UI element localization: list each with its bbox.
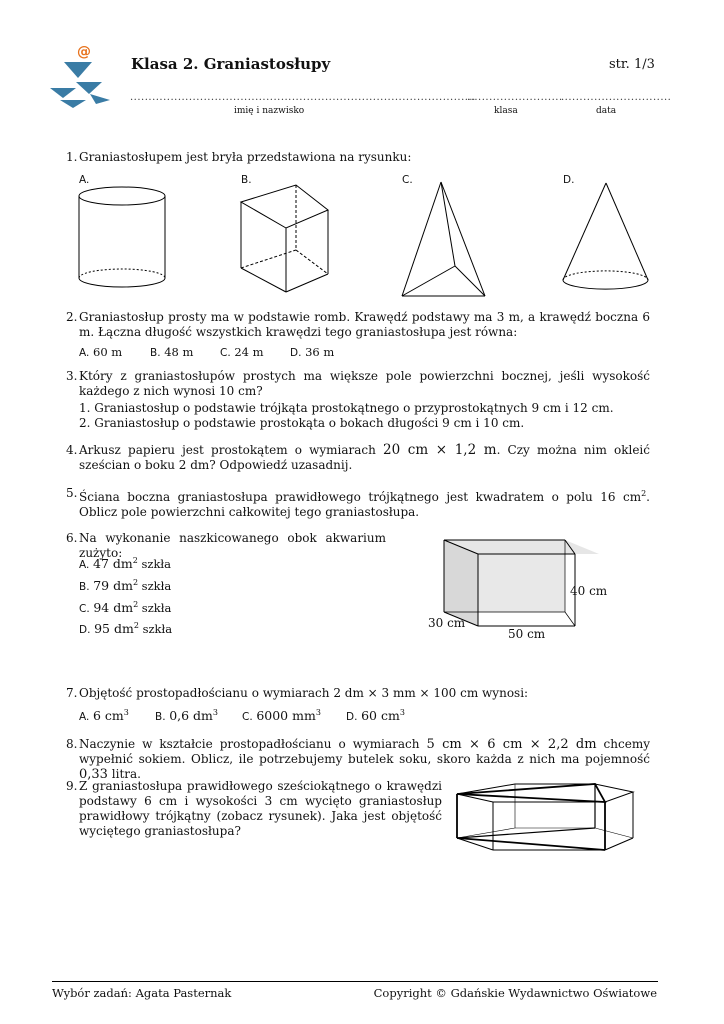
option-suffix: szkła xyxy=(138,578,172,593)
q2-option-b[interactable] xyxy=(150,345,193,359)
text-part: Arkusz papieru jest prostokątem o wymiarach xyxy=(79,443,383,457)
option-letter: A. xyxy=(79,558,90,571)
question-number: 3. xyxy=(66,369,78,383)
option-value: 47 dm xyxy=(93,555,133,571)
superscript: 3 xyxy=(123,708,129,718)
question-3 xyxy=(66,369,650,431)
question-2 xyxy=(66,310,650,340)
text-part: . Oblicz pole powierzchni całkowitej tego graniastosłupa. xyxy=(79,490,650,519)
prism-figure xyxy=(236,180,336,298)
question-5 xyxy=(66,486,650,520)
option-value: 6000 mm xyxy=(256,708,316,723)
q7-option-a[interactable] xyxy=(79,708,129,723)
question-4 xyxy=(66,443,650,473)
option-letter: C. xyxy=(242,711,253,723)
logo xyxy=(46,44,112,108)
question-number: 7. xyxy=(66,686,78,700)
figure-label-b: B. xyxy=(241,174,252,186)
footer-divider xyxy=(52,981,658,982)
q2-option-c[interactable] xyxy=(220,345,264,359)
option-value: 60 m xyxy=(93,345,123,359)
question-9 xyxy=(66,779,442,839)
option-value: 36 m xyxy=(305,345,335,359)
option-value: 94 dm xyxy=(93,599,134,615)
option-letter: B. xyxy=(79,580,90,593)
aquarium-height-label: 40 cm xyxy=(570,584,608,598)
question-text: Graniastosłupem jest bryła przedstawiona na rysunku: xyxy=(79,150,412,164)
q6-option-c[interactable] xyxy=(79,596,172,618)
option-suffix: szkła xyxy=(138,600,172,615)
figure-label-c: C. xyxy=(402,174,413,186)
option-value: 79 dm xyxy=(93,577,133,593)
logo-at-sign: @ xyxy=(77,44,91,60)
q6-option-a[interactable] xyxy=(79,552,172,574)
figure-label-d: D. xyxy=(563,174,575,186)
question-number: 8. xyxy=(66,737,78,751)
option-letter: B. xyxy=(155,711,166,723)
aquarium-depth-label: 30 cm xyxy=(428,616,466,630)
question-text xyxy=(79,737,650,782)
question-number: 2. xyxy=(66,310,78,324)
dimensions: 5 cm × 6 cm × 2,2 dm xyxy=(426,737,597,752)
option-suffix: szkła xyxy=(137,556,171,571)
question-text: Z graniastosłupa prawidłowego sześciokątnego o krawędzi podstawy 6 cm i wysokości 3 cm wycięto graniastosłup prawidłowy trójkątny (zobacz rysunek). Jaka jest objętość wyciętego graniastosłupa? xyxy=(79,779,442,838)
class-dots: .......................... xyxy=(467,92,563,103)
text-part: litra. xyxy=(107,767,141,781)
name-dots: .............................................................................................. xyxy=(130,92,476,103)
date-label: data xyxy=(596,106,617,116)
q6-options xyxy=(79,552,172,639)
option-letter: D. xyxy=(346,711,358,723)
page-title: Klasa 2. Graniastosłupy xyxy=(131,55,331,73)
q7-option-b[interactable] xyxy=(155,708,218,723)
cylinder-figure xyxy=(75,186,170,298)
name-label: imię i nazwisko xyxy=(234,106,305,116)
cone-figure xyxy=(560,180,655,298)
question-text: Który z graniastosłupów prostych ma większe pole powierzchni bocznej, jeśli wysokość każdego z nich wynosi 10 cm? xyxy=(79,369,650,398)
q2-option-d[interactable] xyxy=(290,345,334,359)
option-value: 48 m xyxy=(164,345,194,359)
q7-option-c[interactable] xyxy=(242,708,321,723)
logo-graphic xyxy=(46,44,112,108)
question-number: 1. xyxy=(66,150,78,164)
class-label: klasa xyxy=(494,106,518,116)
superscript: 3 xyxy=(212,708,219,718)
superscript: 2 xyxy=(133,599,139,609)
option-letter: C. xyxy=(79,602,90,615)
question-text: Graniastosłup prosty ma w podstawie romb. Krawędź podstawy ma 3 m, a krawędź boczna 6 m. Łączna długość wszystkich krawędzi tego graniastosłupa jest równa: xyxy=(79,310,650,339)
superscript: 2 xyxy=(133,621,139,631)
question-7 xyxy=(66,686,650,701)
question-1 xyxy=(66,150,650,165)
option-value: 24 m xyxy=(234,345,264,359)
question-text xyxy=(79,443,650,473)
question-8 xyxy=(66,737,650,782)
option-value: 95 dm xyxy=(94,621,134,637)
volume-value: 0,33 xyxy=(79,767,108,782)
superscript: 2 xyxy=(641,489,647,498)
option-value: 6 cm xyxy=(93,708,124,723)
option-letter: B. xyxy=(150,347,161,359)
option-value: 60 cm xyxy=(361,708,400,723)
option-letter: C. xyxy=(220,347,231,359)
option-letter: A. xyxy=(79,347,90,359)
question-number: 5. xyxy=(66,486,78,500)
option-letter: A. xyxy=(79,711,90,723)
pyramid-figure xyxy=(397,180,492,298)
option-letter: D. xyxy=(79,624,91,637)
text-part: Ściana boczna graniastosłupa prawidłowego trójkątnego jest kwadratem o polu 16 cm xyxy=(79,490,642,504)
text-part: chcemy wypełnić sokiem. Oblicz, ile potrzebujemy butelek soku, skoro każda z nich ma pojemność xyxy=(79,737,650,766)
page-number: str. 1/3 xyxy=(609,57,655,72)
option-value: 0,6 dm xyxy=(169,708,213,723)
footer-author: Wybór zadań: Agata Pasternak xyxy=(52,986,232,1000)
dimensions: 20 cm × 1,2 m xyxy=(383,442,497,458)
hexagonal-prism-figure xyxy=(455,780,655,855)
question-number: 6. xyxy=(66,531,78,545)
q7-option-d[interactable] xyxy=(346,708,405,723)
option-suffix: szkła xyxy=(138,622,173,637)
question-number: 9. xyxy=(66,779,78,793)
q6-option-d[interactable] xyxy=(79,617,172,639)
superscript: 3 xyxy=(315,708,321,718)
question-number: 4. xyxy=(66,443,78,457)
option-letter: D. xyxy=(290,347,302,359)
text-part: Naczynie w kształcie prostopadłościanu o wymiarach xyxy=(79,737,427,751)
question-text xyxy=(79,486,650,520)
q6-option-b[interactable] xyxy=(79,574,172,596)
question-text: Objętość prostopadłościanu o wymiarach 2 dm × 3 mm × 100 cm wynosi: xyxy=(79,686,529,700)
q3-item-1: 1. Graniastosłup o podstawie trójkąta prostokątnego o przyprostokątnych 9 cm i 12 cm. xyxy=(79,401,614,415)
q3-item-2: 2. Graniastosłup o podstawie prostokąta o bokach długości 9 cm i 10 cm. xyxy=(79,416,525,430)
text-part: . Czy można nim okleić sześcian o boku 2 dm? Odpowiedź uzasadnij. xyxy=(79,443,650,472)
date-dots: .............................. xyxy=(561,92,672,103)
footer-copyright: Copyright © Gdańskie Wydawnictwo Oświatowe xyxy=(373,986,657,1000)
superscript: 3 xyxy=(399,708,405,718)
aquarium-width-label: 50 cm xyxy=(508,627,546,641)
question-text: Na wykonanie naszkicowanego obok akwarium zużyto: xyxy=(79,531,386,560)
q2-option-a[interactable] xyxy=(79,345,122,359)
figure-label-a: A. xyxy=(79,174,90,186)
superscript: 2 xyxy=(132,577,139,587)
superscript: 2 xyxy=(132,556,138,565)
